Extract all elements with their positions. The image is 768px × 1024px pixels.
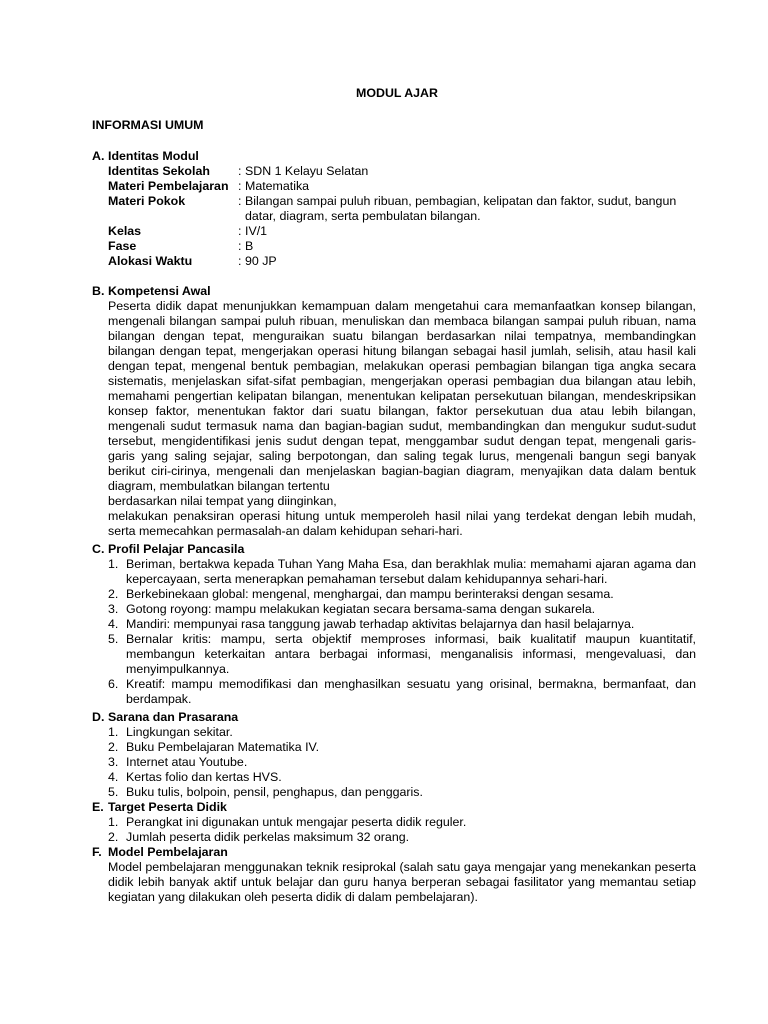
kompetensi-paragraph-2: melakukan penaksiran operasi hitung untuk memperoleh hasil nilai yang terdekat dengan lebih mudah, serta memecahkan permasalah-an dalam kehidupan sehari-hari. [108,509,696,538]
list-number: 2. [108,740,119,754]
list-number: 3. [108,755,119,769]
identity-table [108,164,696,269]
kompetensi-line: berdasarkan nilai tempat yang diinginkan, [108,494,337,508]
model-paragraph: Model pembelajaran menggunakan teknik resiprokal (salah satu gaya mengajar yang menekankan peserta didik lebih banyak aktif untuk belajar dan guru hanya berperan sebagai fasilitator yang memantau setiap kegiatan yang dilakukan oleh peserta didik di dalam pembelajaran). [108,860,696,904]
list-item [108,632,696,677]
list-item [108,587,696,602]
section-kompetensi-awal [92,284,696,539]
list-number: 5. [108,785,119,799]
list-item [108,755,696,770]
section-letter: E. [92,800,104,814]
section-letter: F. [92,845,102,859]
colon: : [238,164,242,178]
list-text: Mandiri: mempunyai rasa tanggung jawab terhadap aktivitas belajarnya dan hasil belajarnya. [126,617,635,631]
section-title: Sarana dan Prasarana [108,710,239,724]
list-text: Kreatif: mampu memodifikasi dan menghasilkan sesuatu yang orisinal, bermakna, bermanfaat, dan berdampak. [126,677,696,706]
kompetensi-paragraph: Peserta didik dapat menunjukkan kemampuan dalam mengetahui cara memanfaatkan konsep bilangan, mengenali bilangan sampai puluh ribuan, menuliskan dan membaca bilangan sampai puluh ribuan, nama bilangan dengan tepat, menguraikan suatu bilangan berdasarkan nilai tempatnya, membandingkan bilangan dengan tepat, mengerjakan operasi hitung bilangan sebagai hasil jumlah, selisih, atau hasil kali dengan tepat, mengenal bentuk pembagian, melakukan operasi pembagian bilangan tiga angka secara sistematis, menjelaskan sifat-sifat pembagian, mengerjakan operasi pembagian dua bilangan atau lebih, memahami pengertian kelipatan bilangan, menentukan kelipatan persekutuan bilangan, mendeskripsikan konsep faktor, menentukan faktor dari suatu bilangan, faktor persekutuan dua atau lebih bilangan, mengenali sudut termasuk nama dan bagian-bagian sudut, membandingkan dan mengukur sudut-sudut tersebut, mengidentifikasi jenis sudut dengan tepat, menggambar sudut dengan tepat, mengenali garis-garis yang saling sejajar, saling berpotongan, dan saling tegak lurus, mengenali bangun segi banyak berikut ciri-cirinya, mengenali dan menjelaskan bagian-bagian diagram, menyajikan data dalam bentuk diagram, membulatkan bilangan tertentu [108,299,696,493]
section-letter: C. [92,542,105,556]
section-sarana-prasarana [92,710,696,800]
list-text: Berkebinekaan global: mengenal, menghargai, dan mampu berinteraksi dengan sesama. [126,587,614,601]
identity-row [108,179,696,194]
identity-label: Identitas Sekolah [108,164,210,178]
list-item [108,785,696,800]
list-number: 1. [108,725,119,739]
identity-label: Kelas [108,224,142,238]
colon: : [238,194,242,208]
identity-value: B [245,239,254,253]
section-model-pembelajaran [92,845,696,905]
section-identitas-modul [92,149,696,269]
section-letter: A. [92,149,105,163]
list-text: Gotong royong: mampu melakukan kegiatan secara bersama-sama dengan sukarela. [126,602,596,616]
identity-value: IV/1 [245,224,268,238]
identity-label: Materi Pokok [108,194,186,208]
list-text: Jumlah peserta didik perkelas maksimum 32 orang. [126,830,410,844]
identity-label: Fase [108,239,137,253]
list-text: Kertas folio dan kertas HVS. [126,770,282,784]
section-target-peserta [92,800,696,845]
list-item [108,617,696,632]
document-title: MODUL AJAR [356,86,438,100]
section-title: Target Peserta Didik [108,800,227,814]
list-number: 6. [108,677,119,691]
section-profil-pelajar [92,542,696,707]
section-heading: INFORMASI UMUM [92,118,204,132]
list-item [108,770,696,785]
section-letter: D. [92,710,105,724]
list-item [108,815,696,830]
list-text: Bernalar kritis: mampu, serta objektif memproses informasi, baik kualitatif maupun kuantitatif, membangun keterkaitan antara berbagai informasi, menganalisis informasi, mengevaluasi, dan menyimpulkannya. [126,632,696,676]
list-text: Internet atau Youtube. [126,755,248,769]
list-number: 1. [108,557,119,571]
identity-row [108,254,696,269]
list-item [108,557,696,587]
colon: : [238,254,242,268]
list-text: Beriman, bertakwa kepada Tuhan Yang Maha Esa, dan berakhlak mulia: memahami ajaran agama dan kepercayaan, serta menerapkan pemahaman tersebut dalam kehidupannya sehari-hari. [126,557,696,586]
identity-value: 90 JP [245,254,277,268]
list-number: 2. [108,587,119,601]
list-item [108,740,696,755]
list-number: 5. [108,632,119,646]
target-list [108,815,696,845]
list-text: Buku Pembelajaran Matematika IV. [126,740,320,754]
identity-row [108,224,696,239]
section-letter: B. [92,284,105,298]
list-item [108,602,696,617]
list-item [108,725,696,740]
section-title: Identitas Modul [108,149,199,163]
identity-row [108,239,696,254]
colon: : [238,179,242,193]
identity-label: Materi Pembelajaran [108,179,229,193]
sarana-list [108,725,696,800]
section-title: Kompetensi Awal [108,284,211,298]
list-number: 4. [108,770,119,784]
colon: : [238,239,242,253]
colon: : [238,224,242,238]
list-text: Lingkungan sekitar. [126,725,233,739]
section-title: Profil Pelajar Pancasila [108,542,245,556]
list-item [108,677,696,707]
list-number: 3. [108,602,119,616]
list-number: 1. [108,815,119,829]
identity-row [108,194,696,224]
list-text: Buku tulis, bolpoin, pensil, penghapus, dan penggaris. [126,785,423,799]
list-number: 2. [108,830,119,844]
section-title: Model Pembelajaran [108,845,228,859]
list-text: Perangkat ini digunakan untuk mengajar peserta didik reguler. [126,815,467,829]
identity-value: SDN 1 Kelayu Selatan [245,164,369,178]
list-item [108,830,696,845]
profil-list [108,557,696,707]
identity-value: Bilangan sampai puluh ribuan, pembagian, kelipatan dan faktor, sudut, bangun datar, diagram, serta pembulatan bilangan. [245,194,677,223]
identity-value: Matematika [245,179,310,193]
list-number: 4. [108,617,119,631]
identity-label: Alokasi Waktu [108,254,193,268]
identity-row [108,164,696,179]
